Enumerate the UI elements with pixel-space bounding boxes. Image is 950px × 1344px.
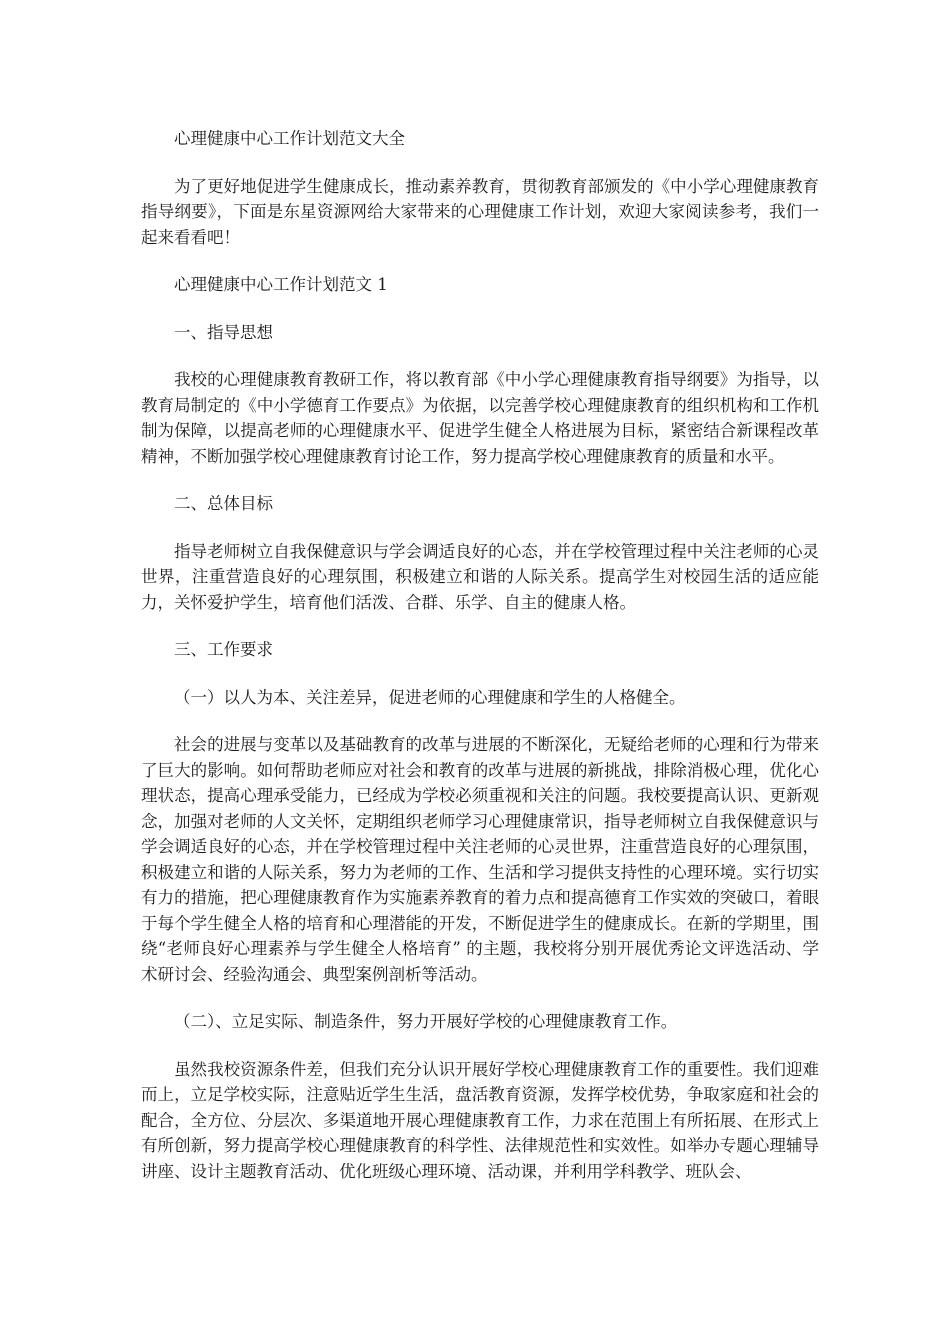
heading-work-requirements: 三、工作要求 [174, 640, 273, 659]
subheading-practical-conditions: （二）、立足实际、制造条件，努力开展好学校的心理健康教育工作。 [174, 1012, 678, 1031]
paragraph-practical-conditions: 虽然我校资源条件差，但我们充分认识开展好学校心理健康教育工作的重要性。我们迎难而上，立足学校实际，注意贴近学生生活，盘活教育资源，发挥学校优势，争取家庭和社会的配合，全方位、分层次、多渠道地开展心理健康教育工作，力求在范围上有所拓展、在形式上有所创新，努力提高学校心理健康教育的科学性、法律规范性和实效性。如举办专题心理辅导讲座、设计主题教育活动、优化班级心理环境、活动课，并利用学科教学、班队会、 [141, 1059, 819, 1181]
heading-guiding-thought: 一、指导思想 [174, 322, 273, 342]
document-body [141, 126, 819, 1184]
heading-overall-goal: 二、总体目标 [174, 494, 273, 513]
section-title: 心理健康中心工作计划范文 1 [174, 275, 388, 294]
document-title: 心理健康中心工作计划范文大全 [174, 129, 405, 148]
paragraph-people-oriented: 社会的进展与变革以及基础教育的改革与进展的不断深化，无疑给老师的心理和行为带来了巨大的影响。如何帮助老师应对社会和教育的改革与进展的新挑战，排除消极心理，优化心理状态，提高心理承受能力，已经成为学校必须重视和关注的问题。我校要提高认识、更新观念，加强对老师的人文关怀，定期组织老师学习心理健康常识，指导老师树立自我保健意识与学会调适良好的心态，并在学校管理过程中关注老师的心灵世界，注重营造良好的心理氛围，积极建立和谐的人际关系，努力为老师的工作、生活和学习提供支持性的心理环境。实行切实有力的措施，把心理健康教育作为实施素养教育的着力点和提高德育工作实效的突破口，着眼于每个学生健全人格的培育和心理潜能的开发，不断促进学生的健康成长。在新的学期里，围绕“老师良好心理素养与学生健全人格培育” 的主题，我校将分别开展优秀论文评选活动、学术研讨会、经验沟通会、典型案例剖析等活动。 [141, 735, 819, 984]
paragraph-guiding-thought: 我校的心理健康教育教研工作，将以教育部《中小学心理健康教育指导纲要》为指导，以教育局制定的《中小学德育工作要点》为依据，以完善学校心理健康教育的组织机构和工作机制为保障，以提高老师的心理健康水平、促进学生健全人格进展为目标，紧密结合新课程改革精神，不断加强学校心理健康教育讨论工作，努力提高学校心理健康教育的质量和水平。 [141, 370, 819, 466]
intro-paragraph: 为了更好地促进学生健康成长，推动素养教育，贯彻教育部颁发的《中小学心理健康教育指导纲要》，下面是东星资源网给大家带来的心理健康工作计划，欢迎大家阅读参考，我们一起来看看吧！ [141, 176, 819, 247]
paragraph-overall-goal: 指导老师树立自我保健意识与学会调适良好的心态，并在学校管理过程中关注老师的心灵世界，注重营造良好的心理氛围，积极建立和谐的人际关系。提高学生对校园生活的适应能力，关怀爱护学生，培育他们活泼、合群、乐学、自主的健康人格。 [141, 541, 819, 612]
subheading-people-oriented: （一）以人为本、关注差异，促进老师的心理健康和学生的人格健全。 [174, 687, 686, 707]
